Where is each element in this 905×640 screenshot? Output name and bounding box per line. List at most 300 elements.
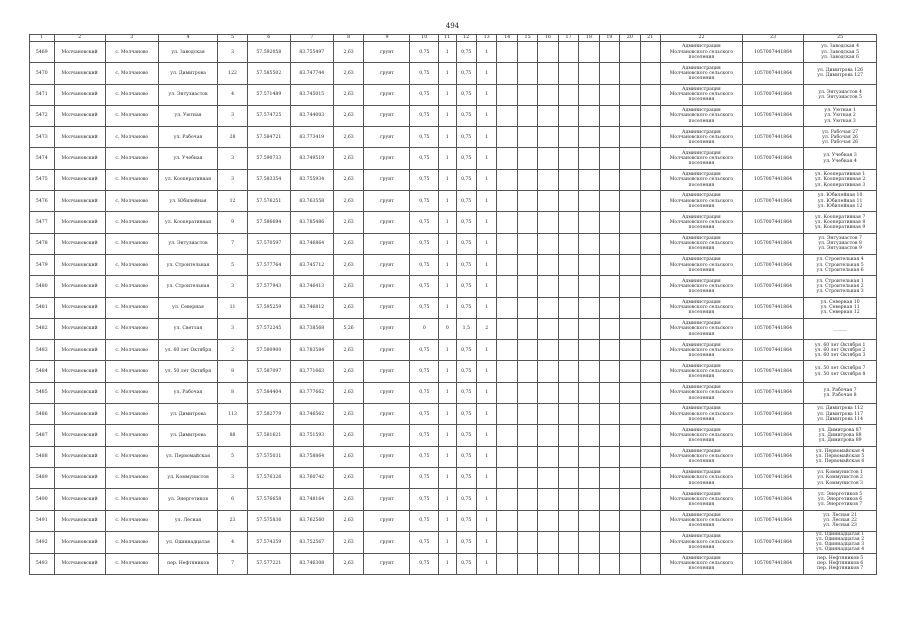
col11-cell: 0,75 <box>410 425 439 446</box>
addresses-cell <box>804 148 877 169</box>
organization-cell <box>661 318 743 339</box>
address-line: ул. Энергетиков 5 <box>818 491 863 497</box>
column-number-21: 21 <box>640 35 660 42</box>
longitude-cell: 83.746812 <box>290 297 333 318</box>
house-cell: 8 <box>218 382 248 403</box>
empty-cell <box>517 191 537 212</box>
col13-cell: 0,75 <box>456 467 476 488</box>
organization-cell <box>661 553 743 574</box>
village-cell: с. Молчаново <box>105 297 158 318</box>
col12-cell: 1 <box>439 169 456 190</box>
empty-cell <box>517 169 537 190</box>
longitude-cell: 83.760742 <box>290 467 333 488</box>
empty-cell <box>558 212 578 233</box>
row-id: 5487 <box>30 425 55 446</box>
empty-cell <box>538 340 558 361</box>
ogrn-cell: 1057007441864 <box>742 425 803 446</box>
empty-cell <box>579 382 599 403</box>
empty-cell <box>599 148 619 169</box>
address-line: ул. Северная 11 <box>820 305 860 311</box>
house-cell: 3 <box>218 148 248 169</box>
column-number-3: 3 <box>105 35 158 42</box>
cover-cell: грунт <box>364 148 410 169</box>
row-id: 5474 <box>30 148 55 169</box>
house-cell: 3 <box>218 276 248 297</box>
street-cell: ул. 60 лет Октября <box>158 340 217 361</box>
organization-line: поселения <box>688 566 715 572</box>
organization-line: Администрация <box>682 534 721 540</box>
address-line: ул. Кооперативная 7 <box>814 214 866 220</box>
area-cell: 2,63 <box>333 254 364 275</box>
col13-cell: 0,75 <box>456 191 476 212</box>
street-cell: пер. Нефтяников <box>158 553 217 574</box>
organization-cell <box>661 148 743 169</box>
empty-cell <box>497 212 517 233</box>
addresses-cell <box>804 318 877 339</box>
organization-line: поселения <box>688 480 715 486</box>
empty-cell <box>640 169 660 190</box>
col12-cell: 1 <box>439 212 456 233</box>
empty-cell <box>538 105 558 126</box>
empty-cell <box>620 169 640 190</box>
address-line: ул. Уютная 2 <box>824 113 856 119</box>
col11-cell: 0,75 <box>410 212 439 233</box>
village-cell: с. Молчаново <box>105 425 158 446</box>
cover-cell: грунт <box>364 467 410 488</box>
organization-line: Молчановского сельского <box>669 70 734 76</box>
col12-cell: 1 <box>439 276 456 297</box>
district-cell: Молчановский <box>54 42 105 63</box>
organization-line: поселения <box>688 416 715 422</box>
longitude-cell: 83.751593 <box>290 425 333 446</box>
empty-cell <box>579 510 599 531</box>
empty-cell <box>579 404 599 425</box>
area-cell: 2,63 <box>333 233 364 254</box>
row-id: 5480 <box>30 276 55 297</box>
organization-line: Администрация <box>682 150 721 156</box>
col12-cell: 1 <box>439 489 456 510</box>
address-line: ул. Строительная 1 <box>816 278 864 284</box>
page-number: 494 <box>445 22 460 30</box>
row-id: 5486 <box>30 404 55 425</box>
col12-cell: 1 <box>439 531 456 553</box>
organization-line: Молчановского сельского <box>669 262 734 268</box>
organization-line: поселения <box>688 161 715 167</box>
organization-line: поселения <box>688 352 715 358</box>
column-number-9: 9 <box>364 35 410 42</box>
house-cell: 7 <box>218 233 248 254</box>
house-cell: 9 <box>218 212 248 233</box>
street-cell: ул. Одиннадцатая <box>158 531 217 553</box>
organization-line: поселения <box>688 267 715 273</box>
organization-line: Администрация <box>682 108 721 114</box>
empty-cell <box>640 467 660 488</box>
row-id: 5471 <box>30 84 55 105</box>
cover-cell: грунт <box>364 233 410 254</box>
address-line: ул. Лесная 22 <box>823 518 857 524</box>
col11-cell: 0,75 <box>410 446 439 467</box>
empty-cell <box>538 382 558 403</box>
empty-cell <box>599 105 619 126</box>
empty-cell <box>620 254 640 275</box>
organization-cell <box>661 425 743 446</box>
latitude-cell: 57.576326 <box>247 467 290 488</box>
organization-line: Молчановского сельского <box>669 496 734 502</box>
col12-cell: 1 <box>439 84 456 105</box>
col13-cell: 0,75 <box>456 212 476 233</box>
district-cell: Молчановский <box>54 510 105 531</box>
cover-cell: грунт <box>364 105 410 126</box>
organization-line: Администрация <box>682 491 721 497</box>
address-line: ул. Лесная 21 <box>823 512 857 518</box>
latitude-cell: 57.570597 <box>247 233 290 254</box>
row-id: 5475 <box>30 169 55 190</box>
empty-cell <box>538 191 558 212</box>
village-cell: с. Молчаново <box>105 361 158 382</box>
empty-cell <box>497 446 517 467</box>
row-id: 5476 <box>30 191 55 212</box>
street-cell: ул. Димитрова <box>158 425 217 446</box>
organization-cell <box>661 127 743 148</box>
empty-cell <box>517 467 537 488</box>
empty-cell <box>497 63 517 84</box>
col14-cell: 1 <box>476 446 496 467</box>
empty-cell <box>558 191 578 212</box>
ogrn-cell: 1057007441864 <box>742 105 803 126</box>
address-line: ул. Учебная 3 <box>823 153 857 159</box>
address-line: ул. Коммунистов 3 <box>817 480 863 486</box>
village-cell: с. Молчаново <box>105 148 158 169</box>
cover-cell: грунт <box>364 127 410 148</box>
row-id: 5489 <box>30 467 55 488</box>
organization-line: поселения <box>688 54 715 60</box>
organization-line: поселения <box>688 331 715 337</box>
col11-cell: 0 <box>410 318 439 339</box>
empty-cell <box>558 233 578 254</box>
empty-cell <box>640 446 660 467</box>
address-line: ул. Северная 10 <box>820 299 860 305</box>
empty-cell <box>558 531 578 553</box>
col14-cell: 1 <box>476 254 496 275</box>
house-cell: 2 <box>218 340 248 361</box>
row-id: 5479 <box>30 254 55 275</box>
organization-line: Администрация <box>682 214 721 220</box>
col12-cell: 1 <box>439 191 456 212</box>
empty-cell <box>579 553 599 574</box>
col11-cell: 0,75 <box>410 467 439 488</box>
street-cell: ул. Учебная <box>158 148 217 169</box>
village-cell: с. Молчаново <box>105 510 158 531</box>
village-cell: с. Молчаново <box>105 531 158 553</box>
empty-cell <box>640 361 660 382</box>
table-row <box>30 510 877 531</box>
longitude-cell: 83.755934 <box>290 169 333 190</box>
address-line: ул. Димитрова 88 <box>818 432 862 438</box>
street-cell: ул. Энергетиков <box>158 489 217 510</box>
district-cell: Молчановский <box>54 553 105 574</box>
house-cell: 28 <box>218 127 248 148</box>
organization-cell <box>661 63 743 84</box>
house-cell: 3 <box>218 42 248 63</box>
cover-cell: грунт <box>364 84 410 105</box>
district-cell: Молчановский <box>54 233 105 254</box>
empty-cell <box>620 318 640 339</box>
empty-cell <box>579 297 599 318</box>
street-cell: ул. Первомайская <box>158 446 217 467</box>
empty-cell <box>640 489 660 510</box>
col12-cell: 1 <box>439 340 456 361</box>
cover-cell: грунт <box>364 340 410 361</box>
col13-cell: 0,75 <box>456 148 476 169</box>
district-cell: Молчановский <box>54 404 105 425</box>
table-row <box>30 127 877 148</box>
street-cell: ул. Энтузиастов <box>158 84 217 105</box>
col11-cell: 0,75 <box>410 404 439 425</box>
organization-line: Администрация <box>682 342 721 348</box>
cover-cell: грунт <box>364 191 410 212</box>
address-line: ул. Энтузиастов 5 <box>818 94 862 100</box>
empty-cell <box>517 318 537 339</box>
col13-cell: 0,75 <box>456 553 476 574</box>
village-cell: с. Молчаново <box>105 191 158 212</box>
col14-cell: 1 <box>476 297 496 318</box>
village-cell: с. Молчаново <box>105 404 158 425</box>
empty-cell <box>517 425 537 446</box>
village-cell: с. Молчаново <box>105 105 158 126</box>
area-cell: 2,63 <box>333 425 364 446</box>
district-cell: Молчановский <box>54 340 105 361</box>
address-line: ул. Первомайская 5 <box>815 454 865 460</box>
address-line: ул. Димитрова 114 <box>817 416 863 422</box>
column-number-1: 1 <box>30 35 55 42</box>
col11-cell: 0,75 <box>410 510 439 531</box>
empty-cell <box>517 553 537 574</box>
table-row <box>30 276 877 297</box>
col14-cell: 1 <box>476 212 496 233</box>
empty-cell <box>538 169 558 190</box>
row-id: 5477 <box>30 212 55 233</box>
organization-cell <box>661 467 743 488</box>
latitude-cell: 57.582779 <box>247 404 290 425</box>
district-cell: Молчановский <box>54 531 105 553</box>
organization-line: Администрация <box>682 321 721 327</box>
latitude-cell: 57.577943 <box>247 276 290 297</box>
empty-cell <box>497 425 517 446</box>
organization-line: поселения <box>688 246 715 252</box>
table-row <box>30 191 877 212</box>
district-cell: Молчановский <box>54 105 105 126</box>
organization-line: Молчановского сельского <box>669 561 734 567</box>
address-line: ул. Энтузиастов 4 <box>818 89 862 95</box>
address-line: ул. Коммунистов 1 <box>817 470 863 476</box>
col12-cell: 0 <box>439 318 456 339</box>
table-row <box>30 340 877 361</box>
addresses-cell <box>804 127 877 148</box>
village-cell: с. Молчаново <box>105 318 158 339</box>
col14-cell: 1 <box>476 276 496 297</box>
address-line: пер. Нефтяников 7 <box>817 566 864 572</box>
empty-cell <box>599 489 619 510</box>
empty-cell <box>517 84 537 105</box>
cover-cell: грунт <box>364 212 410 233</box>
organization-line: Молчановского сельского <box>669 390 734 396</box>
empty-cell <box>579 531 599 553</box>
empty-cell <box>579 84 599 105</box>
organization-line: Администрация <box>682 299 721 305</box>
organization-cell <box>661 531 743 553</box>
empty-cell <box>558 446 578 467</box>
table-body <box>30 42 877 575</box>
table-row <box>30 531 877 553</box>
col12-cell: 1 <box>439 105 456 126</box>
empty-cell <box>579 489 599 510</box>
addresses-cell <box>804 63 877 84</box>
house-cell: 23 <box>218 510 248 531</box>
organization-cell <box>661 276 743 297</box>
latitude-cell: 57.571489 <box>247 84 290 105</box>
ogrn-cell: 1057007441864 <box>742 467 803 488</box>
col14-cell: 1 <box>476 467 496 488</box>
organization-cell <box>661 212 743 233</box>
col13-cell: 0,75 <box>456 233 476 254</box>
address-line: ул. Юбилейная 11 <box>817 198 863 204</box>
cover-cell: грунт <box>364 276 410 297</box>
empty-cell <box>517 233 537 254</box>
street-cell: ул. Лесная <box>158 510 217 531</box>
street-cell: ул. Уютная <box>158 105 217 126</box>
empty-cell <box>620 297 640 318</box>
empty-cell <box>640 276 660 297</box>
street-cell: ул. Димитрова <box>158 404 217 425</box>
empty-cell <box>497 42 517 63</box>
col12-cell: 1 <box>439 233 456 254</box>
empty-cell <box>517 382 537 403</box>
empty-cell <box>538 553 558 574</box>
cover-cell: грунт <box>364 553 410 574</box>
addresses-cell <box>804 404 877 425</box>
empty-cell <box>497 276 517 297</box>
column-number-4: 4 <box>158 35 217 42</box>
organization-line: Администрация <box>682 129 721 135</box>
empty-cell <box>558 63 578 84</box>
empty-cell <box>620 340 640 361</box>
empty-cell <box>599 340 619 361</box>
empty-cell <box>599 233 619 254</box>
col14-cell: 1 <box>476 489 496 510</box>
table-row <box>30 148 877 169</box>
row-id: 5490 <box>30 489 55 510</box>
empty-cell <box>538 318 558 339</box>
empty-cell <box>497 489 517 510</box>
empty-cell <box>599 404 619 425</box>
empty-cell <box>640 212 660 233</box>
longitude-cell: 83.746864 <box>290 233 333 254</box>
column-number-18: 18 <box>579 35 599 42</box>
ogrn-cell: 1057007441864 <box>742 148 803 169</box>
house-cell: 3 <box>218 105 248 126</box>
empty-cell <box>579 361 599 382</box>
street-cell: ул. Рабочая <box>158 382 217 403</box>
empty-cell <box>497 467 517 488</box>
address-line: ул. Юбилейная 12 <box>817 203 863 209</box>
area-cell: 2,63 <box>333 84 364 105</box>
empty-cell <box>620 212 640 233</box>
address-line: ул. 60 лет Октября 2 <box>814 347 866 353</box>
col12-cell: 1 <box>439 254 456 275</box>
empty-cell <box>558 297 578 318</box>
organization-line: Администрация <box>682 257 721 263</box>
organization-line: Молчановского сельского <box>669 518 734 524</box>
address-line: ул. Энтузиастов 7 <box>818 236 862 242</box>
address-line: ул. Одиннадцатая 3 <box>816 542 865 548</box>
column-number-row <box>30 35 877 42</box>
village-cell: с. Молчаново <box>105 553 158 574</box>
col14-cell: 1 <box>476 361 496 382</box>
empty-cell <box>579 233 599 254</box>
addresses-cell <box>804 42 877 63</box>
village-cell: с. Молчаново <box>105 127 158 148</box>
street-cell: ул. Заводская <box>158 42 217 63</box>
ogrn-cell: 1057007441864 <box>742 276 803 297</box>
empty-cell <box>640 254 660 275</box>
col13-cell: 0,75 <box>456 531 476 553</box>
row-id: 5493 <box>30 553 55 574</box>
col13-cell: 0,75 <box>456 446 476 467</box>
latitude-cell: 57.575836 <box>247 510 290 531</box>
organization-line: Администрация <box>682 470 721 476</box>
longitude-cell: 83.738568 <box>290 318 333 339</box>
col14-cell: 1 <box>476 84 496 105</box>
empty-cell <box>640 127 660 148</box>
latitude-cell: 57.577221 <box>247 553 290 574</box>
empty-cell <box>579 340 599 361</box>
col12-cell: 1 <box>439 404 456 425</box>
ogrn-cell: 1057007441864 <box>742 531 803 553</box>
ogrn-cell: 1057007441864 <box>742 191 803 212</box>
address-line: ул. 60 лет Октября 1 <box>814 342 866 348</box>
addresses-cell <box>804 254 877 275</box>
area-cell: 2,63 <box>333 489 364 510</box>
empty-cell <box>558 105 578 126</box>
longitude-cell: 83.745712 <box>290 254 333 275</box>
col13-cell: 0,75 <box>456 84 476 105</box>
organization-line: Молчановского сельского <box>669 369 734 374</box>
table-row <box>30 254 877 275</box>
row-id: 5473 <box>30 127 55 148</box>
area-cell: 2,63 <box>333 382 364 403</box>
organization-line: поселения <box>688 118 715 124</box>
organization-cell <box>661 42 743 63</box>
empty-cell <box>620 276 640 297</box>
row-id: 5481 <box>30 297 55 318</box>
empty-cell <box>599 297 619 318</box>
organization-line: поселения <box>688 523 715 529</box>
organization-line: поселения <box>688 459 715 465</box>
empty-cell <box>640 531 660 553</box>
empty-cell <box>517 212 537 233</box>
empty-cell <box>497 297 517 318</box>
col13-cell: 0,75 <box>456 276 476 297</box>
organization-line: Молчановского сельского <box>669 539 734 545</box>
organization-line: поселения <box>688 203 715 209</box>
village-cell: с. Молчаново <box>105 254 158 275</box>
village-cell: с. Молчаново <box>105 212 158 233</box>
area-cell: 2,63 <box>333 276 364 297</box>
district-cell: Молчановский <box>54 297 105 318</box>
address-line: ул. Заводская 5 <box>821 49 860 55</box>
empty-cell <box>599 425 619 446</box>
address-line: ул. Кооперативная 8 <box>814 219 866 225</box>
